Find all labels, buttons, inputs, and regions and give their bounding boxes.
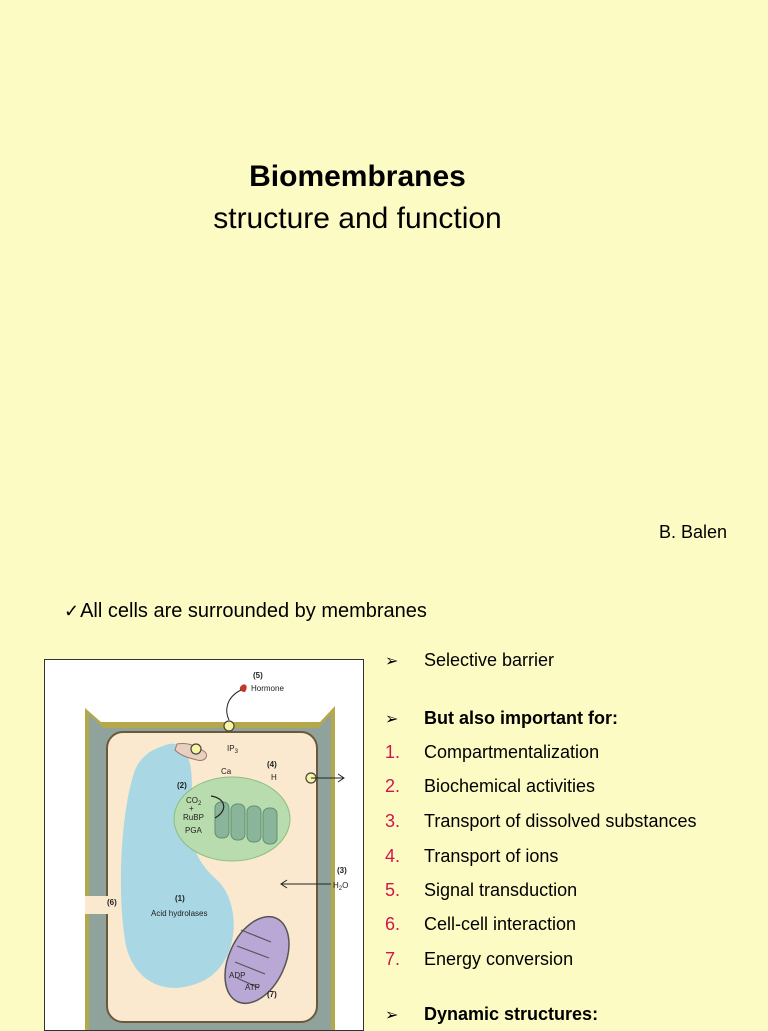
item-number: 5. [385, 880, 401, 900]
list-item [385, 949, 573, 970]
item-text: Biochemical activities [424, 776, 596, 796]
label-5: (5) [253, 671, 263, 680]
item-number: 4. [385, 846, 401, 866]
item-text: Transport of ions [424, 846, 559, 866]
bullet-important-for [385, 708, 618, 729]
arrow-bullet-icon: ➢ [385, 1007, 399, 1024]
label-acid-hydrolases: Acid hydrolases [151, 909, 208, 918]
author-name: B. Balen [658, 522, 727, 542]
item-text: Transport of dissolved substances [424, 811, 697, 831]
label-3: (3) [337, 866, 347, 875]
list-item [385, 846, 558, 867]
item-text: Signal transduction [424, 880, 578, 900]
label-co2: $CO_2$ [186, 796, 202, 807]
item-number: 1. [385, 742, 401, 762]
label-plus: + [189, 804, 194, 813]
ip3-channel [191, 744, 201, 754]
item-text: Compartmentalization [424, 742, 600, 762]
label-1: (1) [175, 894, 185, 903]
list-item [385, 880, 577, 901]
list-item [385, 811, 696, 832]
list-item [385, 914, 576, 935]
plant-cell-diagram [45, 660, 363, 1030]
bullet-dynamic-structures [385, 1004, 598, 1025]
slide-title: Biomembranes [249, 160, 466, 193]
bullet-text: But also important for: [424, 708, 618, 728]
label-hormone: Hormone [251, 684, 284, 693]
label-hplus: H [271, 773, 277, 782]
label-rubp: RuBP [183, 813, 204, 822]
label-h2o: $H_2O$ [333, 881, 349, 892]
slide-subtitle: structure and function [213, 202, 502, 235]
bullet-text: Selective barrier [424, 650, 555, 670]
label-adp: ADP [229, 971, 246, 980]
label-7: (7) [267, 990, 277, 999]
checkmark-icon: ✓ [64, 601, 80, 621]
label-ca: Ca [221, 767, 232, 776]
label-atp: ATP [245, 983, 260, 992]
list-item [385, 742, 599, 763]
hormone-receptor [224, 721, 234, 731]
item-number: 7. [385, 949, 401, 969]
arrow-bullet-icon: ➢ [385, 653, 399, 670]
hormone-icon [240, 684, 247, 692]
arrow-bullet-icon: ➢ [385, 711, 399, 728]
membranes-statement [64, 600, 427, 623]
label-pga: PGA [185, 826, 202, 835]
bullet-selective-barrier [385, 650, 554, 671]
item-text: Energy conversion [424, 949, 574, 969]
membranes-statement-text: All cells are surrounded by membranes [80, 600, 427, 622]
item-number: 3. [385, 811, 401, 831]
item-number: 2. [385, 776, 401, 796]
item-text: Cell-cell interaction [424, 914, 577, 934]
bullet-text: Dynamic structures: [424, 1004, 599, 1024]
label-4: (4) [267, 760, 277, 769]
list-item [385, 776, 595, 797]
label-6: (6) [107, 898, 117, 907]
label-2: (2) [177, 781, 187, 790]
plant-cell-figure [44, 659, 364, 1031]
item-number: 6. [385, 914, 401, 934]
hormone-arrow [227, 690, 241, 720]
label-ip3: $IP_3$ [227, 744, 238, 755]
plasmodesma [85, 896, 109, 914]
